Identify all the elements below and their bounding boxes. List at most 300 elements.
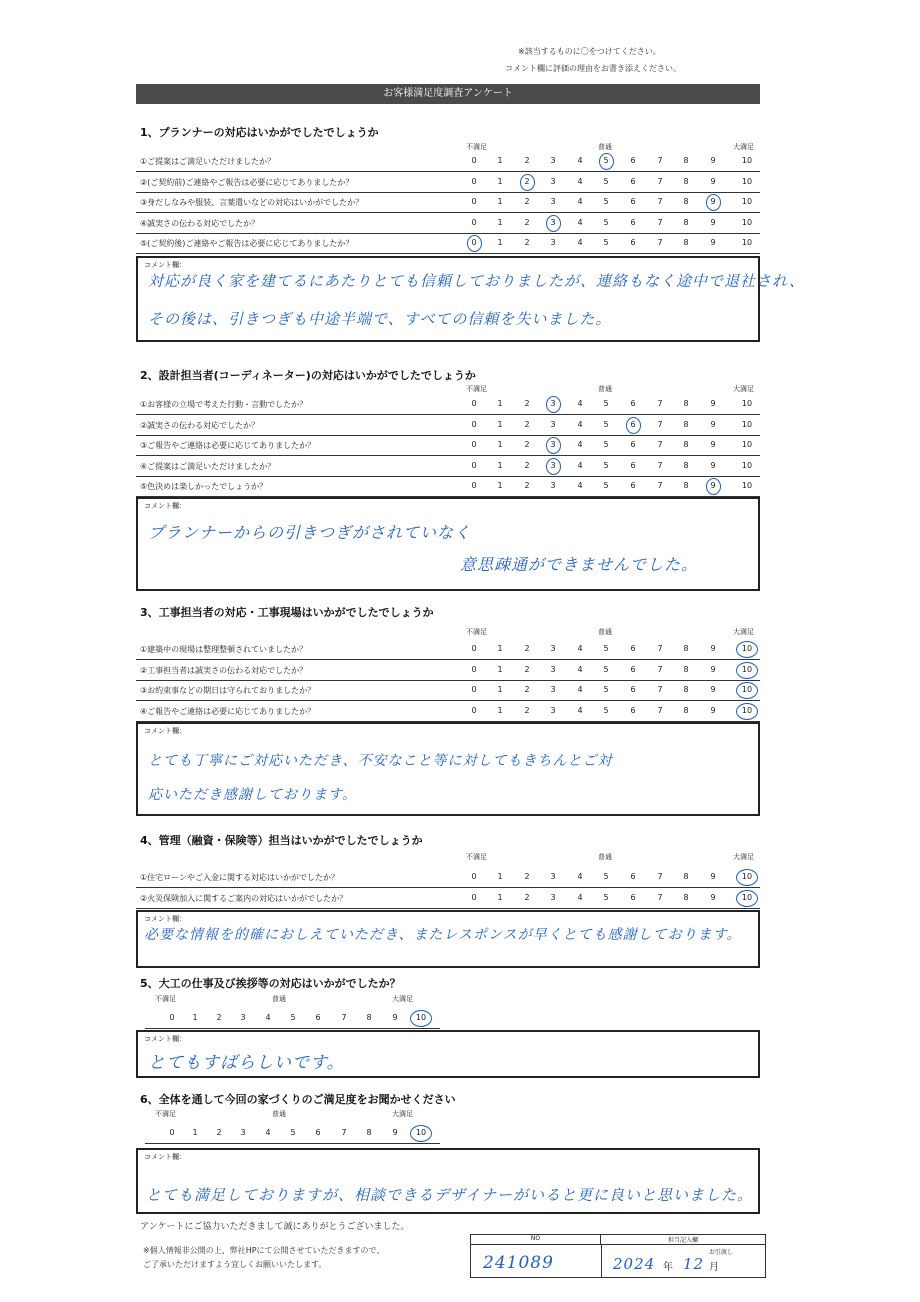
instruction-note-circle: ※該当するものに〇をつけてください。 [518,47,661,56]
rating-option-0[interactable]: 0 [471,705,477,715]
question-row [136,702,760,722]
question-row [136,681,760,701]
rating-option-3[interactable]: 3 [240,1128,246,1137]
rating-option-4[interactable]: 4 [577,197,583,206]
rating-option-5[interactable]: 5 [603,197,609,206]
rating-option-4[interactable]: 4 [577,872,583,881]
rating-option-9[interactable]: 9 [710,685,716,694]
rating-option-2[interactable]: 2 [524,644,530,653]
comment-label: コメント欄： [144,1035,186,1043]
selected-rating-circle [736,682,758,699]
rating-option-6[interactable]: 6 [630,685,636,694]
question-label: ⑤色決めは楽しかったでしょうか？ [140,482,268,491]
survey-title-banner: お客様満足度調査アンケート [136,84,760,104]
rating-option-3[interactable]: 3 [550,197,556,206]
section-4-comment-text: 必要な情報を的確におしえていただき、またレスポンスが早くとても感謝しております。 [144,927,742,943]
rating-option-9[interactable]: 9 [710,238,716,247]
question-label: ②火災保険加入に関するご案内の対応はいかがでしたか？ [140,893,348,903]
rating-option-10[interactable]: 10 [741,685,753,694]
rating-option-8[interactable]: 8 [683,685,689,694]
scale-header-high: 大満足 [733,853,754,861]
rating-option-2[interactable]: 2 [524,399,530,408]
rating-option-9[interactable]: 9 [392,1128,398,1137]
section-3-comment-box [136,722,760,816]
selected-rating-circle [546,215,561,232]
rating-option-9[interactable]: 9 [710,176,716,186]
rating-option-8[interactable]: 8 [683,440,689,449]
section-3-title: 3、工事担当者の対応・工事現場はいかがでしたでしょうか [140,606,434,619]
rating-option-4[interactable]: 4 [577,460,583,470]
rating-option-9[interactable]: 9 [710,705,716,715]
rating-option-8[interactable]: 8 [366,1128,372,1137]
rating-option-3[interactable]: 3 [550,238,556,247]
rating-option-7[interactable]: 7 [657,238,663,247]
rating-option-5[interactable]: 5 [290,1013,296,1022]
scale-header-low: 不満足 [155,995,176,1003]
thanks-message: アンケートにご協力いただきまして誠にありがとうございました。 [140,1222,410,1232]
rating-option-5[interactable]: 5 [603,644,609,653]
rating-option-2[interactable]: 2 [524,872,530,881]
section-1-comment-box [136,256,805,342]
scale-header-low: 不満足 [466,143,487,151]
scale-header-mid: 普通 [272,995,286,1003]
rating-option-7[interactable]: 7 [657,705,663,715]
rating-option-0[interactable]: 0 [471,872,477,881]
section-5-comment-box [136,1030,760,1078]
rating-option-3[interactable]: 3 [550,217,556,227]
rating-option-0[interactable]: 0 [471,644,477,653]
rating-option-9[interactable]: 9 [392,1013,398,1022]
rating-option-5[interactable]: 5 [603,217,609,227]
rating-option-1[interactable]: 1 [497,872,503,881]
rating-option-8[interactable]: 8 [683,892,689,902]
rating-option-0[interactable]: 0 [471,217,477,227]
rating-option-3[interactable]: 3 [550,481,556,490]
rating-option-5[interactable]: 5 [603,419,609,429]
rating-option-2[interactable]: 2 [524,705,530,715]
selected-rating-circle [546,437,561,454]
rating-option-6[interactable]: 6 [630,705,636,715]
question-row [136,173,760,193]
rating-option-9[interactable]: 9 [710,197,716,206]
rating-option-0[interactable]: 0 [471,685,477,694]
rating-option-7[interactable]: 7 [657,399,663,408]
rating-option-4[interactable]: 4 [577,705,583,715]
rating-option-0[interactable]: 0 [471,176,477,186]
rating-option-6[interactable]: 6 [630,460,636,470]
rating-option-10[interactable]: 10 [741,238,753,247]
question-row [136,477,760,497]
staff-stamp-box [470,1234,766,1278]
selected-rating-circle [410,1125,432,1142]
question-row [136,457,760,477]
rating-option-10[interactable]: 10 [741,872,753,881]
rating-option-0[interactable]: 0 [471,481,477,490]
rating-option-5[interactable]: 5 [603,399,609,408]
rating-option-7[interactable]: 7 [341,1013,347,1022]
selected-rating-circle [410,1010,432,1027]
rating-option-9[interactable]: 9 [710,892,716,902]
selected-rating-circle [736,869,758,886]
rating-option-5[interactable]: 5 [603,872,609,881]
privacy-note-line1: ※個人情報非公開の上、弊社HPにて公開させていただきますので、 [143,1246,385,1255]
stamp-no-label: NO [471,1235,601,1245]
question-label: ①お客様の立場で考えた行動・言動でしたか？ [140,400,308,409]
rating-option-1[interactable]: 1 [192,1013,198,1022]
rating-option-0[interactable]: 0 [471,238,477,247]
section-2-comment-text: 意思疎通ができませんでした。 [460,555,699,574]
rating-option-7[interactable]: 7 [657,685,663,694]
rating-option-10[interactable]: 10 [741,892,753,902]
rating-option-9[interactable]: 9 [710,664,716,674]
rating-option-3[interactable]: 3 [240,1013,246,1022]
rating-option-3[interactable]: 3 [550,399,556,408]
comment-label: コメント欄： [144,261,186,269]
section-5-title: 5、大工の仕事及び挨拶等の対応はいかがでしたか？ [140,977,401,990]
scale-header-mid: 普通 [598,385,612,393]
rating-option-0[interactable]: 0 [471,892,477,902]
rating-option-8[interactable]: 8 [366,1013,372,1022]
selected-rating-circle [736,703,758,720]
rating-option-6[interactable]: 6 [630,238,636,247]
selected-rating-circle [626,417,641,434]
question-row [136,416,760,436]
stamp-month-unit: 月 [709,1262,719,1273]
rating-option-6[interactable]: 6 [630,644,636,653]
rating-option-10[interactable]: 10 [741,419,753,429]
rating-option-2[interactable]: 2 [524,892,530,902]
rating-option-4[interactable]: 4 [577,156,583,165]
rating-option-2[interactable]: 2 [524,685,530,694]
rating-option-1[interactable]: 1 [497,481,503,490]
rating-option-9[interactable]: 9 [710,419,716,429]
rating-option-8[interactable]: 8 [683,156,689,165]
stamp-year-unit: 年 [663,1262,673,1273]
rating-option-7[interactable]: 7 [657,197,663,206]
rating-option-9[interactable]: 9 [710,440,716,449]
question-label: ④誠実さの伝わる対応でしたか？ [140,218,260,228]
rating-option-7[interactable]: 7 [657,872,663,881]
rating-option-6[interactable]: 6 [315,1013,321,1022]
question-row [136,152,760,172]
question-row [136,868,760,888]
rating-option-8[interactable]: 8 [683,217,689,227]
rating-option-3[interactable]: 3 [550,685,556,694]
rating-option-4[interactable]: 4 [265,1128,271,1137]
rating-option-3[interactable]: 3 [550,156,556,165]
rating-option-2[interactable]: 2 [524,217,530,227]
rating-option-4[interactable]: 4 [265,1013,271,1022]
rating-option-1[interactable]: 1 [497,644,503,653]
comment-label: コメント欄： [144,502,186,510]
rating-option-1[interactable]: 1 [497,156,503,165]
rating-option-3[interactable]: 3 [550,419,556,429]
section-1-comment-text: その後は、引きつぎも中途半端で、すべての信頼を失いました。 [148,310,612,328]
selected-rating-circle [706,478,721,495]
rating-option-8[interactable]: 8 [683,197,689,206]
rating-option-0[interactable]: 0 [169,1128,175,1137]
selected-rating-circle [706,194,721,211]
rating-option-10[interactable]: 10 [741,156,753,165]
selected-rating-circle [736,662,758,679]
question-label: ②工事担当者は誠実さの伝わる対応でしたか？ [140,665,308,675]
rating-option-5[interactable]: 5 [603,156,609,165]
rating-option-3[interactable]: 3 [550,872,556,881]
rating-option-7[interactable]: 7 [657,217,663,227]
rating-option-10[interactable]: 10 [415,1013,427,1022]
stamp-date-label: お引渡し [709,1249,734,1256]
rating-option-6[interactable]: 6 [315,1128,321,1137]
rating-option-6[interactable]: 6 [630,217,636,227]
comment-label: コメント欄： [144,727,186,735]
scale-header-mid: 普通 [272,1110,286,1118]
rating-option-0[interactable]: 0 [471,664,477,674]
rating-option-9[interactable]: 9 [710,644,716,653]
scale-header-high: 大満足 [733,143,754,151]
question-row [136,640,760,660]
rating-option-4[interactable]: 4 [577,644,583,653]
rating-option-10[interactable]: 10 [741,664,753,674]
rating-option-2[interactable]: 2 [524,197,530,206]
rating-option-8[interactable]: 8 [683,705,689,715]
rating-option-2[interactable]: 2 [524,481,530,490]
rating-option-4[interactable]: 4 [577,481,583,490]
rating-option-5[interactable]: 5 [603,664,609,674]
rating-option-7[interactable]: 7 [657,440,663,449]
selected-rating-circle [599,153,614,170]
section-6-comment-text: とても満足しておりますが、相談できるデザイナーがいると更に良いと思いました。 [146,1186,753,1204]
comment-label: コメント欄： [144,1153,186,1161]
rating-option-4[interactable]: 4 [577,685,583,694]
scale-header-mid: 普通 [598,628,612,636]
rating-option-1[interactable]: 1 [497,705,503,715]
section-2-comment-text: プランナーからの引きつぎがされていなく [148,523,472,542]
rating-option-2[interactable]: 2 [524,460,530,470]
rating-option-6[interactable]: 6 [630,481,636,490]
selected-rating-circle [546,396,561,413]
rating-option-4[interactable]: 4 [577,176,583,186]
rating-option-10[interactable]: 10 [741,644,753,653]
rating-option-6[interactable]: 6 [630,419,636,429]
rating-option-1[interactable]: 1 [497,664,503,674]
rating-option-3[interactable]: 3 [550,440,556,449]
rating-option-9[interactable]: 9 [710,481,716,490]
rating-option-0[interactable]: 0 [471,399,477,408]
rating-option-5[interactable]: 5 [290,1128,296,1137]
rating-option-10[interactable]: 10 [741,217,753,227]
scale-header-high: 大満足 [733,628,754,636]
instruction-note-comment: コメント欄に評価の理由をお書き添えください。 [505,64,681,73]
rating-option-10[interactable]: 10 [415,1128,427,1137]
section-4-title: 4、管理（融資・保険等）担当はいかがでしたでしょうか [140,834,423,847]
rating-option-5[interactable]: 5 [603,176,609,186]
rating-option-1[interactable]: 1 [497,440,503,449]
scale-header-high: 大満足 [733,385,754,393]
scale-header-high: 大満足 [392,995,413,1003]
rating-option-8[interactable]: 8 [683,872,689,881]
rating-option-4[interactable]: 4 [577,419,583,429]
rating-option-2[interactable]: 2 [524,440,530,449]
rating-option-1[interactable]: 1 [497,176,503,186]
rating-option-1[interactable]: 1 [497,238,503,247]
rating-option-6[interactable]: 6 [630,156,636,165]
rating-option-7[interactable]: 7 [657,664,663,674]
section-2-comment-box [136,497,760,591]
question-label: ③お約束事などの期日は守られておりましたか？ [140,686,316,695]
selected-rating-circle [546,458,561,475]
rating-option-2[interactable]: 2 [524,238,530,247]
scale-header-low: 不満足 [466,385,487,393]
rating-option-8[interactable]: 8 [683,238,689,247]
rating-option-8[interactable]: 8 [683,419,689,429]
rating-option-0[interactable]: 0 [169,1013,175,1022]
selected-rating-circle [520,174,535,191]
rating-option-10[interactable]: 10 [741,399,753,408]
question-label: ①住宅ローンやご入金に関する対応はいかがでしたか？ [140,873,340,882]
rating-option-8[interactable]: 8 [683,644,689,653]
section-5-comment-text: とてもすばらしいです。 [148,1053,345,1073]
rating-option-8[interactable]: 8 [683,399,689,408]
rating-option-6[interactable]: 6 [630,399,636,408]
rating-option-6[interactable]: 6 [630,664,636,674]
rating-option-2[interactable]: 2 [524,419,530,429]
rating-option-9[interactable]: 9 [710,156,716,165]
rating-option-0[interactable]: 0 [471,460,477,470]
rating-option-9[interactable]: 9 [710,399,716,408]
question-row [136,889,760,909]
rating-option-3[interactable]: 3 [550,705,556,715]
rating-option-5[interactable]: 5 [603,892,609,902]
rating-option-2[interactable]: 2 [524,156,530,165]
section-1-comment-text: 対応が良く家を建てるにあたりとても信頼しておりましたが、連絡もなく途中で退社され、 [148,272,805,290]
question-row [136,234,760,254]
rating-option-3[interactable]: 3 [550,460,556,470]
selected-rating-circle [736,641,758,658]
rating-option-5[interactable]: 5 [603,440,609,449]
rating-option-7[interactable]: 7 [657,644,663,653]
rating-option-2[interactable]: 2 [216,1128,222,1137]
question-row [136,193,760,213]
rating-option-1[interactable]: 1 [192,1128,198,1137]
rating-option-5[interactable]: 5 [603,238,609,247]
scale-header-mid: 普通 [598,853,612,861]
stamp-no-value: 241089 [483,1253,554,1273]
rating-option-3[interactable]: 3 [550,892,556,902]
rating-option-9[interactable]: 9 [710,460,716,470]
scale-header-low: 不満足 [155,1110,176,1118]
comment-label: コメント欄： [144,915,186,923]
rating-option-0[interactable]: 0 [471,440,477,449]
rating-option-6[interactable]: 6 [630,440,636,449]
rating-option-10[interactable]: 10 [741,440,753,449]
rating-option-1[interactable]: 1 [497,217,503,227]
scale-header-low: 不満足 [466,853,487,861]
rating-option-1[interactable]: 1 [497,399,503,408]
rating-option-6[interactable]: 6 [630,197,636,206]
rating-option-1[interactable]: 1 [497,419,503,429]
rating-option-5[interactable]: 5 [603,460,609,470]
rating-option-6[interactable]: 6 [630,872,636,881]
section-2-title: 2、設計担当者(コーディネーター)の対応はいかがでしたでしょうか [140,369,476,382]
rating-option-5[interactable]: 5 [603,685,609,694]
rating-option-4[interactable]: 4 [577,892,583,902]
rating-option-4[interactable]: 4 [577,399,583,408]
rating-option-10[interactable]: 10 [741,705,753,715]
section-1-title: 1、プランナーの対応はいかがでしたでしょうか [140,126,379,139]
question-row [136,661,760,681]
question-row [145,1124,440,1144]
section-6-comment-box [136,1148,760,1214]
question-label: ①建築中の現場は整理整頓されていましたか？ [140,645,308,654]
question-row [145,1009,440,1029]
rating-option-2[interactable]: 2 [216,1013,222,1022]
rating-option-3[interactable]: 3 [550,644,556,653]
section-3-comment-text: とても丁寧にご対応いただき、不安なこと等に対してもきちんとご対応いただき感謝しております。 [148,753,613,803]
rating-option-3[interactable]: 3 [550,664,556,674]
rating-option-4[interactable]: 4 [577,440,583,449]
rating-option-8[interactable]: 8 [683,481,689,490]
question-label: ①ご提案はご満足いただけましたか？ [140,157,276,166]
rating-option-4[interactable]: 4 [577,238,583,247]
rating-option-8[interactable]: 8 [683,664,689,674]
rating-option-9[interactable]: 9 [710,217,716,227]
rating-option-7[interactable]: 7 [657,419,663,429]
section-6-title: 6、全体を通して今回の家づくりのご満足度をお聞かせください [140,1093,456,1106]
question-row [136,436,760,456]
rating-option-8[interactable]: 8 [683,176,689,186]
rating-option-7[interactable]: 7 [657,481,663,490]
rating-option-1[interactable]: 1 [497,892,503,902]
rating-option-1[interactable]: 1 [497,685,503,694]
rating-option-4[interactable]: 4 [577,664,583,674]
rating-option-10[interactable]: 10 [741,176,753,186]
rating-option-2[interactable]: 2 [524,664,530,674]
rating-option-1[interactable]: 1 [497,197,503,206]
question-label: ③ご報告やご連絡は必要に応じてありましたか？ [140,441,316,450]
scale-header-high: 大満足 [392,1110,413,1118]
rating-option-5[interactable]: 5 [603,481,609,490]
rating-option-5[interactable]: 5 [603,705,609,715]
rating-option-10[interactable]: 10 [741,197,753,206]
stamp-year-value: 2024 [613,1255,656,1273]
privacy-note-line2: ご了承いただけますよう宜しくお願いいたします。 [143,1260,327,1269]
rating-option-0[interactable]: 0 [471,419,477,429]
rating-option-3[interactable]: 3 [550,176,556,186]
rating-option-10[interactable]: 10 [741,460,753,470]
rating-option-10[interactable]: 10 [741,481,753,490]
question-row [136,214,760,234]
section-4-comment-box [136,910,760,968]
rating-option-0[interactable]: 0 [471,197,477,206]
rating-option-0[interactable]: 0 [471,156,477,165]
rating-option-7[interactable]: 7 [657,176,663,186]
question-label: ③身だしなみや服装、言葉遣いなどの対応はいかがでしたか？ [140,198,364,207]
question-label: ④ご報告やご連絡は必要に応じてありましたか？ [140,706,316,716]
stamp-month-value: 12 [683,1255,705,1273]
selected-rating-circle [467,235,482,252]
rating-option-2[interactable]: 2 [524,176,530,186]
rating-option-6[interactable]: 6 [630,176,636,186]
rating-option-1[interactable]: 1 [497,460,503,470]
rating-option-7[interactable]: 7 [657,156,663,165]
rating-option-7[interactable]: 7 [657,892,663,902]
rating-option-9[interactable]: 9 [710,872,716,881]
rating-option-6[interactable]: 6 [630,892,636,902]
rating-option-8[interactable]: 8 [683,460,689,470]
rating-option-7[interactable]: 7 [341,1128,347,1137]
rating-option-7[interactable]: 7 [657,460,663,470]
rating-option-4[interactable]: 4 [577,217,583,227]
